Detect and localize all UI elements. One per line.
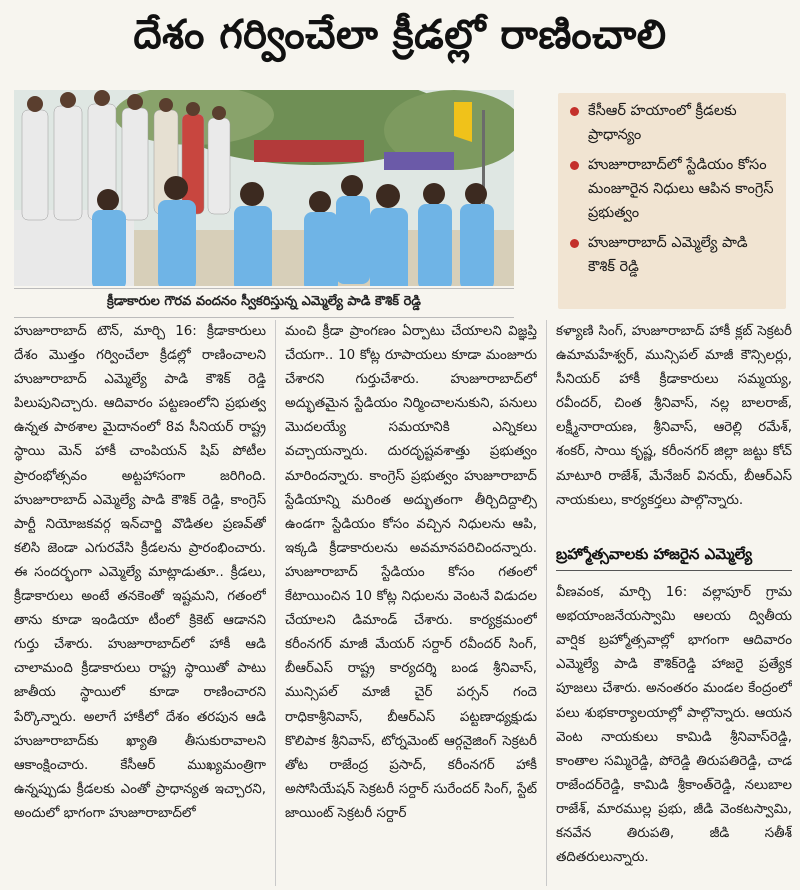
article-column-2 <box>285 320 537 886</box>
article-paragraph: కళ్యాణి సింగ్, హుజూరాబాద్ హాకీ క్లబ్ సెక్రటరీ ఉమామహేశ్వర్, మున్సిపల్ మాజీ కౌన్సిలర్లు, సీనియర్ హాకీ క్రీడాకారులు సమ్మయ్య, రవీందర్, చింత శ్రీనివాస్, నల్ల బాలరాజ్, లక్ష్మీనారాయణ, శ్రీనివాస్, ఆరెల్లి రమేశ్, శంకర్, సాయి కృష్ణ, కరీంనగర్ జిల్లా జట్టు కోచ్ మాటూరి రాజేశ్, మేనేజర్ వినయ్, బీఆర్ఎస్ నాయకులు, కార్యకర్తలు పాల్గొన్నారు. <box>556 324 792 508</box>
article-paragraph: హుజూరాబాద్ టౌన్, మార్చి 16: క్రీడాకారులు దేశం మొత్తం గర్వించేలా క్రీడల్లో రాణించాలని హుజూరాబాద్ ఎమ్మెల్యే పాడి కౌశిక్ రెడ్డి పిలుపునిచ్చారు. ఆదివారం పట్టణంలోని ప్రభుత్వ ఉన్నత పాఠశాల మైదానంలో 8వ సీనియర్ రాష్ట్ర స్థాయి మెన్ హాకీ చాంపియన్ షిప్ పోటీల ప్రారంభోత్సవం అట్టహాసంగా జరిగింది. హుజూరాబాద్ ఎమ్మెల్యే పాడి కౌశిక్ రెడ్డి, కాంగ్రెస్ పార్టీ నియోజకవర్గ ఇన్‌చార్జి వొడితల ప్రణవ్‌తో కలిసి జెండా ఎగురవేసి క్రీడలను ప్రారంభించారు. ఈ సందర్భంగా ఎమ్మెల్యే మాట్లాడుతూ.. క్రీడలు, క్రీడాకారులు అంటే తనకెంతో ఇష్టమని, గతంలో తాను కూడా ఇండియా టీంలో క్రికెట్ ఆడానని గుర్తు చేశారు. హుజూరాబాద్‌లో హాకీ ఆడి చాలామంది క్రీడాకారులు రాష్ట్ర స్థాయితో పాటు జాతీయ స్థాయిలో కూడా రాణించారని పేర్కొన్నారు. అలాగే హాకీలో దేశం తరపున ఆడి హుజూరాబాద్‌కు ఖ్యాతి తీసుకురావాలని ఆకాంక్షించారు. కేసీఆర్ ముఖ్యమంత్రిగా ఉన్నప్పుడు క్రీడలకు ఎంతో ప్రాధాన్యత ఇచ్చారని, అందులో భాగంగా హుజూరాబాద్‌లో <box>14 324 266 821</box>
news-photo <box>14 90 514 286</box>
highlight-item <box>568 99 778 147</box>
article-column-3 <box>556 320 792 886</box>
article-paragraph: వీణవంక, మార్చి 16: వల్లాపూర్ గ్రామ అభయాంజనేయస్వామి ఆలయ ద్వితీయ వార్షిక బ్రహ్మోత్సవాల్లో భాగంగా ఆదివారం ఎమ్మెల్యే పాడి కౌశిక్‌రెడ్డి హాజరై ప్రత్యేక పూజలు చేశారు. అనంతరం మండల కేంద్రంలో పలు శుభకార్యాలయాల్లో పాల్గొన్నారు. ఆయన వెంట నాయకులు కామిడి శ్రీనివాస్‌రెడ్డి, కాంతాల సమ్మిరెడ్డి, పోరెడ్డి తిరుపతిరెడ్డి, చాడ రాజేందర్‌రెడ్డి, కామిడి శ్రీకాంత్‌రెడ్డి, నలుబాల రాజేశ్, మారముల్ల ప్రభు, జీడి వెంకటస్వామి, కనవేన తిరుపతి, జీడి సతీశ్ తదితరులున్నారు. <box>556 585 792 866</box>
highlight-item <box>568 153 778 225</box>
highlight-text: హుజూరాబాద్‌లో స్టేడియం కోసం మంజూరైన నిధులు ఆపిన కాంగ్రెస్ ప్రభుత్వం <box>588 157 774 221</box>
photo-caption: క్రీడాకారుల గౌరవ వందనం స్వీకరిస్తున్న ఎమ్మెల్యే పాడి కౌశిక్ రెడ్డి <box>14 288 514 318</box>
highlight-text: హుజూరాబాద్ ఎమ్మెల్యే పాడి కౌశిక్ రెడ్డి <box>588 235 748 275</box>
bullet-icon <box>570 107 579 116</box>
bullet-icon <box>570 239 579 248</box>
photo-illustration <box>14 90 514 286</box>
sub-headline: బ్రహ్మోత్సవాలకు హాజరైన ఎమ్మెల్యే <box>556 542 792 571</box>
bullet-icon <box>570 161 579 170</box>
headline: దేశం గర్వించేలా క్రీడల్లో రాణించాలి <box>133 12 667 58</box>
highlight-item <box>568 231 778 279</box>
column-divider <box>546 320 547 886</box>
article-column-1 <box>14 320 266 886</box>
highlight-text: కేసీఆర్ హయాంలో క్రీడలకు ప్రాధాన్యం <box>588 103 737 143</box>
highlights-box <box>558 93 786 309</box>
column-divider <box>275 320 276 886</box>
article-paragraph: మంచి క్రీడా ప్రాంగణం ఏర్పాటు చేయాలని విజ్ఞప్తి చేయగా.. 10 కోట్ల రూపాయలు కూడా మంజూరు చేశారని గుర్తుచేశారు. హుజూరాబాద్‌లో అద్భుతమైన స్టేడియం నిర్మించాలనుకుని, పనులు మొదలయ్యే సమయానికి ఎన్నికలు వచ్చాయన్నారు. దురదృష్టవశాత్తు ప్రభుత్వం మారిందన్నారు. కాంగ్రెస్ ప్రభుత్వం హుజూరాబాద్ స్టేడియాన్ని మరింత అద్భుతంగా తీర్చిదిద్దాల్సి ఉండగా స్టేడియం కోసం వచ్చిన నిధులను ఆపి, ఇక్కడి క్రీడాకారులను అవమానపరిచిందన్నారు. హుజూరాబాద్ స్టేడియం కోసం గతంలో కేటాయించిన 10 కోట్ల నిధులను వెంటనే విడుదల చేయాలని డిమాండ్ చేశారు. కార్యక్రమంలో కరీంనగర్ మాజీ మేయర్ సర్దార్ రవీందర్ సింగ్, బీఆర్ఎస్ రాష్ట్ర కార్యదర్శి బండ శ్రీనివాస్, మున్సిపల్ మాజీ చైర్ పర్సన్ గందె రాధికాశ్రీనివాస్, బీఆర్ఎస్ పట్టణాధ్యక్షుడు కొలిపాక శ్రీనివాస్, టోర్నమెంట్ ఆర్గనైజింగ్ సెక్రటరీ తోట రాజేంద్ర ప్రసాద్, కరీంనగర్ హాకీ అసోసియేషన్ సెక్రటరీ సర్దార్ సురేందర్ సింగ్, స్టేట్ జాయింట్ సెక్రటరీ సర్దార్ <box>285 324 537 821</box>
